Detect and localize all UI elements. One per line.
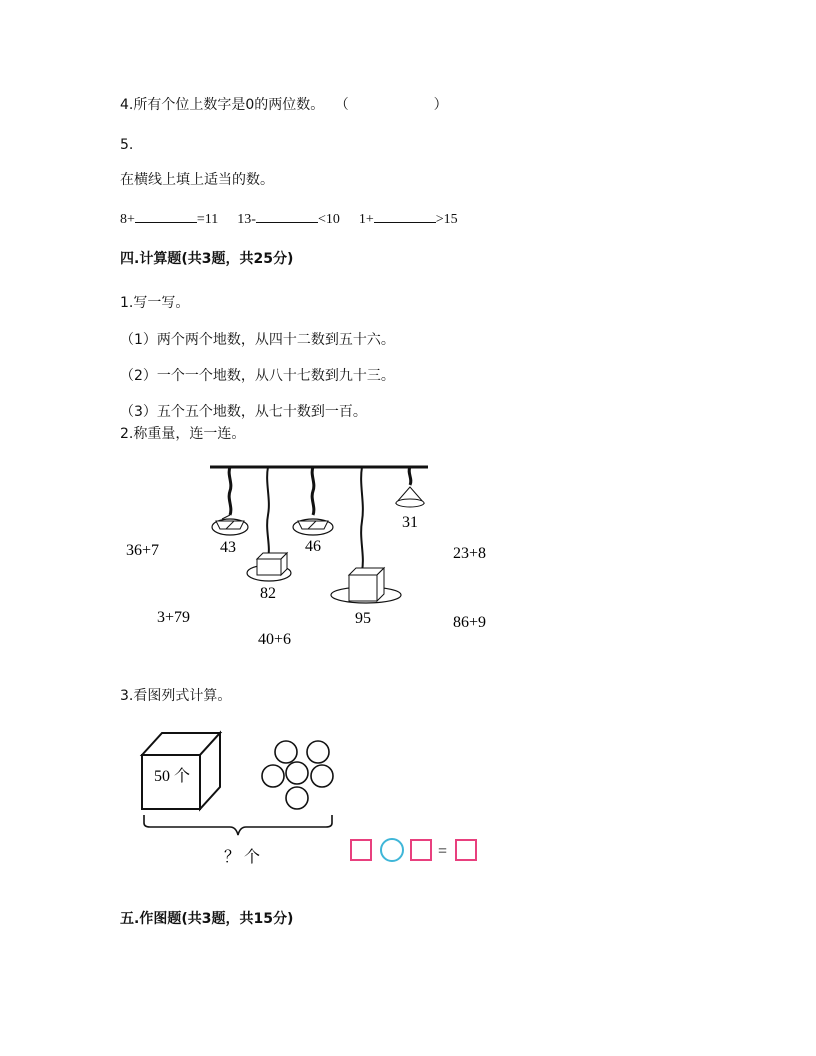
s4q1-line-2: （2）一个一个地数，从八十七数到九十三。 (120, 368, 395, 384)
circle-item (286, 762, 308, 784)
scale-figure (0, 455, 816, 675)
total-label: ？ 个 (224, 849, 261, 866)
box-label: 50 个 (154, 768, 191, 785)
weight-label-46: 46 (305, 538, 321, 555)
s4q1-title: 1.写一写。 (120, 295, 190, 311)
q5-instruction: 在横线上填上适当的数。 (120, 172, 274, 188)
weight-label-95: 95 (355, 610, 371, 627)
q4-text (120, 96, 448, 114)
q4-paren-close: ） (433, 97, 448, 113)
answer-box-2[interactable] (411, 840, 431, 860)
operator-circle[interactable] (381, 839, 403, 861)
pan-95[interactable] (331, 467, 401, 603)
circle-item (262, 765, 284, 787)
q4-statement: 4.所有个位上数字是0的两位数。 (120, 97, 325, 113)
q5-number: 5. (120, 137, 134, 153)
expr-3-79[interactable]: 3+79 (157, 609, 191, 626)
weight-label-31: 31 (402, 514, 418, 531)
total-brace (144, 815, 332, 835)
q4-paren-open: （ (334, 97, 349, 113)
q5-items (120, 208, 458, 229)
expr-23-8[interactable]: 23+8 (453, 545, 487, 562)
q5-item-2-suffix: <10 (317, 212, 340, 227)
equals-sign: = (438, 843, 448, 860)
pan-46[interactable] (293, 467, 333, 535)
section-4-title: 四.计算题(共3题，共25分) (120, 251, 294, 267)
circle-item (311, 765, 333, 787)
q5-blank-1[interactable] (135, 208, 197, 223)
q5-item-3-prefix: 1+ (358, 212, 374, 227)
q5-blank-3[interactable] (374, 208, 436, 223)
section-5-title: 五.作图题(共3题，共15分) (120, 911, 294, 927)
expr-36-7[interactable]: 36+7 (126, 542, 160, 559)
expr-86-9[interactable]: 86+9 (453, 614, 487, 631)
s4q2-title: 2.称重量，连一连。 (120, 426, 246, 442)
counting-figure (0, 725, 816, 895)
q5-item-1-prefix: 8+ (120, 212, 135, 227)
weight-label-82: 82 (260, 585, 276, 602)
q5-blank-2[interactable] (256, 208, 318, 223)
q5-item-1-suffix: =11 (196, 212, 219, 227)
expr-40-6[interactable]: 40+6 (258, 631, 292, 648)
q5-item-3-suffix: >15 (435, 212, 458, 227)
s4q1-line-1: （1）两个两个地数，从四十二数到五十六。 (120, 332, 395, 348)
pan-82[interactable] (247, 467, 291, 581)
pan-31[interactable] (396, 467, 424, 507)
weight-label-43: 43 (220, 539, 236, 556)
s4q1-line-3: （3）五个五个地数，从七十数到一百。 (120, 404, 367, 420)
answer-box-1[interactable] (351, 840, 371, 860)
answer-box-result[interactable] (456, 840, 476, 860)
six-circles (262, 741, 333, 809)
circle-item (307, 741, 329, 763)
circle-item (275, 741, 297, 763)
pan-43[interactable] (212, 467, 248, 535)
circle-item (286, 787, 308, 809)
q5-item-2-prefix: 13- (237, 212, 256, 227)
s4q3-title: 3.看图列式计算。 (120, 688, 232, 704)
